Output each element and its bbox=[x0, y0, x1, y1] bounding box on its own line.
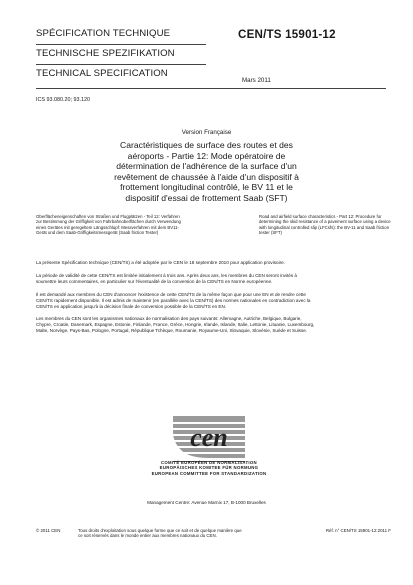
title-german: Oberflächeneigenschaften von Straßen und Flugplätzen - Teil 12: Verfahren zur Bestimmung der Griffigkeit von Fahrbahnoberflächen durch Verwendung eines Gerätes mit geregeltem Längsschlupf: Messverfahren mit dem BV11-Gerät und dem Saab-Griffigkeitsmessgerät (Saab friction Tester) bbox=[36, 214, 181, 236]
footer-rights-line: ce soit réservés dans le monde entier aux membres nationaux du CEN. bbox=[78, 533, 217, 539]
header-rule-2 bbox=[36, 64, 206, 65]
paragraph-line: Il est demandé aux membres du CEN d'annoncer l'existence de cette CEN/TS de la même façon que pour une EN et de rendre cette bbox=[36, 292, 306, 297]
body-paragraph bbox=[36, 260, 386, 266]
title-french: Caractéristiques de surface des routes et des aéroports - Partie 12: Mode opératoire de détermination de l'adhérence de la surface d'un revêtement de chaussée à l'aide d'un dispositif à frottement longitudinal contrôlé, le BV 11 et le dispositif d'essai de frottement Saab (SFT) bbox=[114, 140, 299, 203]
publication-date: Mars 2011 bbox=[242, 77, 271, 84]
cen-name-en: EUROPEAN COMMITTEE FOR STANDARDIZATION bbox=[151, 470, 267, 476]
svg-text:cen: cen bbox=[190, 423, 228, 452]
footer-reference: Réf. n° CEN/TS 15901-12:2011 F bbox=[325, 528, 391, 533]
paragraph-line: Les membres du CEN sont les organismes nationaux de normalisation des pays suivants: Allemagne, Autriche, Belgique, Bulgarie, bbox=[36, 316, 302, 321]
version-label: Version Française bbox=[181, 129, 232, 136]
paragraph-line: CEN/TS rapidement disponible. Il est admis de maintenir (en parallèle avec la CEN/TS) des normes nationales en contradiction avec la bbox=[36, 297, 311, 303]
header-rule-3 bbox=[36, 88, 386, 89]
paragraph-line: La présente Spécification technique (CEN/TS) a été adoptée par le CEN le 18 septembre 2010 pour application provisoire. bbox=[36, 260, 285, 265]
body-paragraph bbox=[36, 316, 386, 333]
management-centre-address: Management Centre: Avenue Marnix 17, B-1000 Bruxelles bbox=[147, 500, 266, 505]
cen-name-de: EUROPÄISCHES KOMITEE FÜR NORMUNG bbox=[159, 465, 259, 471]
paragraph-line: Malte, Norvège, Pays-Bas, Pologne, Portugal, République Tchèque, Roumanie, Royaume-Uni, Slovaquie, Slovénie, Suède et Suisse. bbox=[36, 327, 308, 333]
ics-code: ICS 93.080.20; 93.120 bbox=[36, 97, 90, 103]
header-line-en: TECHNICAL SPECIFICATION bbox=[36, 68, 168, 79]
footer-copyright: © 2011 CEN bbox=[36, 528, 61, 533]
footer-rights bbox=[78, 528, 298, 539]
header-line-fr: SPÉCIFICATION TECHNIQUE bbox=[36, 28, 171, 39]
header-line-de: TECHNISCHE SPEZIFIKATION bbox=[36, 48, 175, 59]
cen-committee-names bbox=[149, 460, 269, 476]
header-rule-1 bbox=[36, 44, 206, 45]
footer-rights-line: Tous droits d'exploitation sous quelque forme que ce soit et de quelque manière que bbox=[78, 528, 242, 533]
paragraph-line: La période de validité de cette CEN/TS est limitée initialement à trois ans. Après deux ans, les membres du CEN seront invités à bbox=[36, 273, 297, 278]
paragraph-line: CEN/TS en application jusqu'à la décision finale de conversion possible de la CEN/TS en EN. bbox=[36, 303, 227, 309]
body-paragraph bbox=[36, 292, 386, 309]
cen-name-fr: COMITÉ EUROPÉEN DE NORMALISATION bbox=[161, 460, 257, 465]
paragraph-line: Chypre, Croatie, Danemark, Espagne, Estonie, Finlande, France, Grèce, Hongrie, Irlande, Islande, Italie, Lettonie, Lituanie, Luxembourg, bbox=[36, 321, 315, 327]
title-english: Road and airfield surface characteristics - Part 12: Procedure for determining the skid resistance of a pavement surface using a device with longitudinal controlled slip (LFCsfs): the BV-11 and Saab friction tester (SFT) bbox=[259, 214, 391, 236]
paragraph-line: soumettre leurs commentaires, en particulier sur l'éventualité de la conversion de la CEN/TS en Norme européenne. bbox=[36, 278, 273, 284]
document-id: CEN/TS 15901-12 bbox=[238, 28, 336, 41]
body-paragraph bbox=[36, 273, 386, 285]
